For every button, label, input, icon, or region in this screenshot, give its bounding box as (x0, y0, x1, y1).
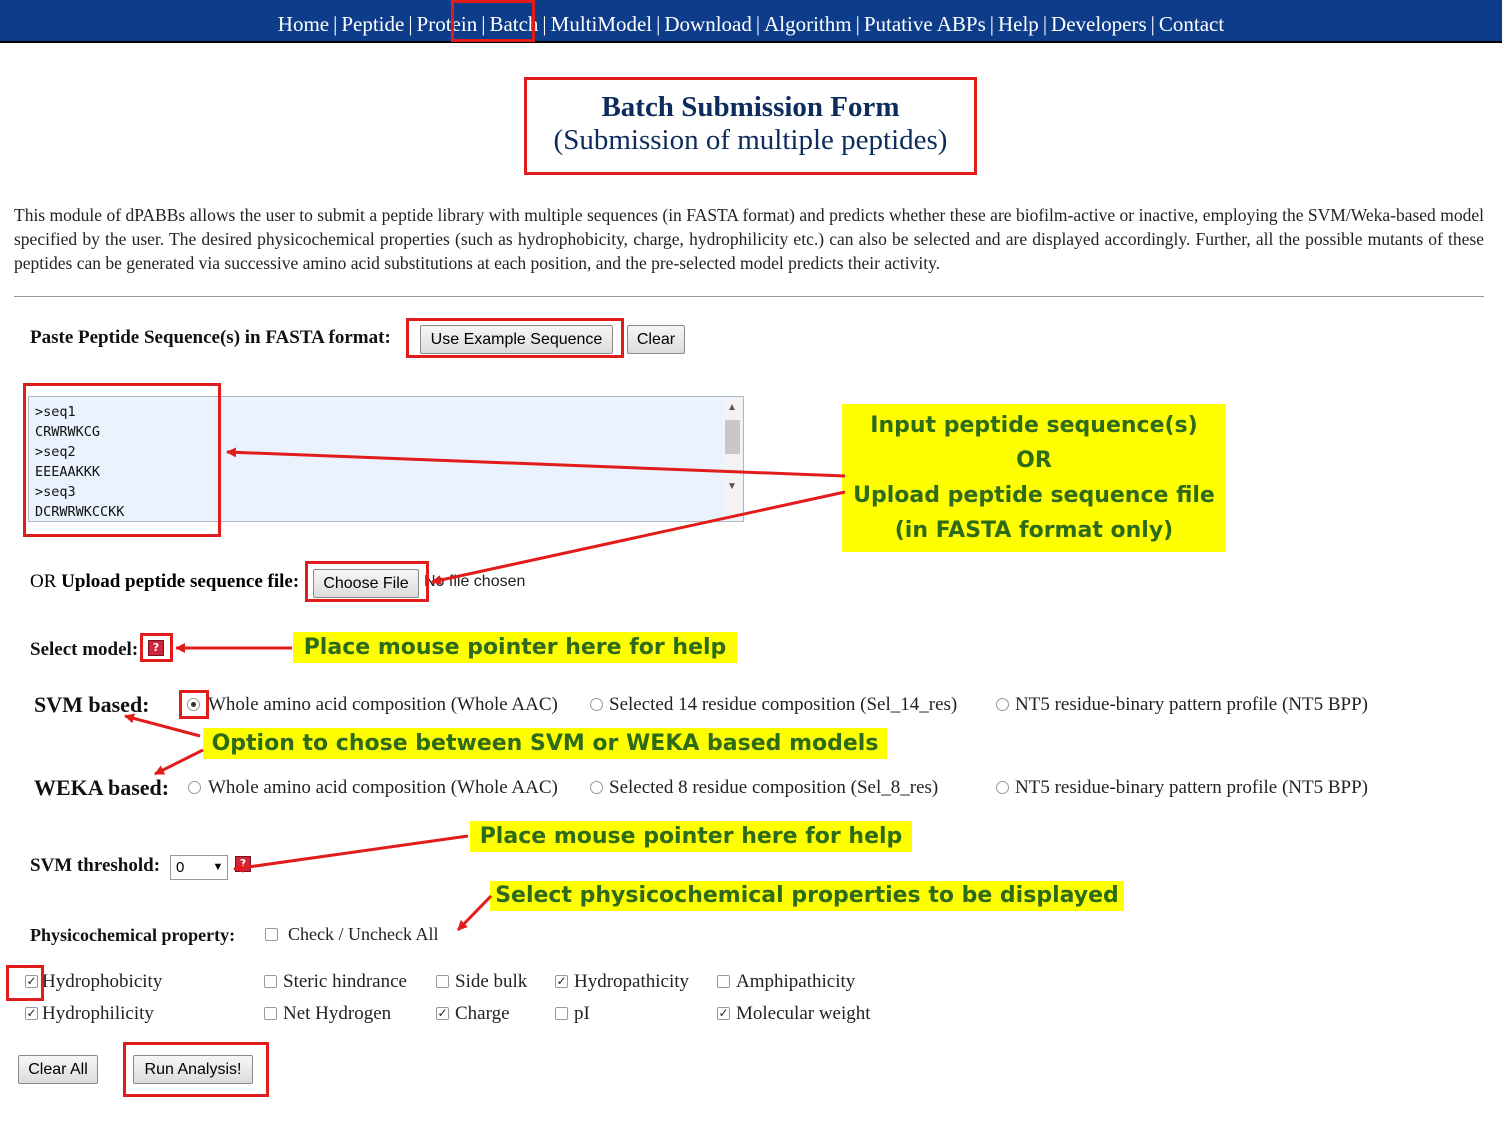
nav-developers[interactable]: Developers (1051, 12, 1147, 36)
callout-input-line1: Input peptide sequence(s) (870, 413, 1198, 438)
check-all-label: Check / Uncheck All (288, 924, 439, 944)
hydrophilicity-label: Hydrophilicity (42, 1003, 154, 1024)
textarea-scrollbar[interactable] (723, 398, 742, 520)
callout-model-help: Place mouse pointer here for help (293, 632, 737, 663)
callout-input-line3: Upload peptide sequence file (853, 483, 1215, 508)
nav-separator: | (408, 12, 413, 36)
nav-separator: | (333, 12, 338, 36)
svm-radio-nt5[interactable] (996, 698, 1009, 711)
check-all-checkbox[interactable] (265, 928, 278, 941)
scroll-up-icon[interactable]: ▲ (727, 402, 737, 413)
charge-checkbox[interactable]: ✓ (437, 1006, 448, 1020)
run-analysis-button[interactable]: Run Analysis! (133, 1055, 253, 1084)
hydrophobicity-label: Hydrophobicity (42, 971, 163, 992)
weka-based-label: WEKA based: (34, 775, 170, 800)
upload-label (30, 571, 299, 593)
svm-option-sel14: Selected 14 residue composition (Sel_14_res) (609, 694, 958, 715)
sequence-textarea[interactable]: >seq1 CRWRWKCG >seq2 EEEAAKKK >seq3 DCRWRWKCCKK (28, 396, 744, 522)
nav-putative-abps[interactable]: Putative ABPs (863, 12, 986, 36)
nav-protein[interactable]: Protein (416, 12, 478, 36)
callout-model-option: Option to chose between SVM or WEKA based models (203, 728, 887, 759)
weka-option-sel8: Selected 8 residue composition (Sel_8_res) (609, 777, 939, 798)
highlight-model-help (140, 633, 173, 662)
svm-option-whole-aac: Whole amino acid composition (Whole AAC) (208, 694, 558, 715)
physchem-label: Physicochemical property: (30, 925, 236, 945)
callout-physchem: Select physicochemical properties to be displayed (490, 881, 1124, 911)
svm-threshold-label: SVM threshold: (30, 855, 161, 876)
nav-download[interactable]: Download (664, 12, 752, 36)
scroll-down-icon[interactable]: ▼ (727, 481, 737, 492)
divider (14, 296, 1484, 297)
steric-hindrance-checkbox[interactable] (264, 975, 277, 988)
page-title: Batch Submission Form (601, 91, 900, 123)
upload-label-bold: Upload peptide sequence file: (61, 571, 300, 592)
nav-separator: | (989, 12, 994, 36)
arrow-to-svm-label (125, 716, 200, 736)
threshold-help-icon[interactable]: ? (235, 856, 251, 872)
weka-option-whole-aac: Whole amino acid composition (Whole AAC) (208, 777, 558, 798)
weka-radio-whole-aac[interactable] (188, 781, 201, 794)
highlight-hydrophobicity (6, 965, 44, 1001)
side-bulk-label: Side bulk (455, 971, 528, 992)
clear-sequence-button[interactable]: Clear (627, 325, 685, 354)
nav-algorithm[interactable]: Algorithm (764, 12, 852, 36)
hydropathicity-label: Hydropathicity (574, 971, 690, 992)
nav-home[interactable]: Home (277, 12, 330, 36)
nav-separator: | (656, 12, 661, 36)
weka-radio-sel8[interactable] (590, 781, 603, 794)
top-nav-bar (0, 0, 1502, 43)
model-help-icon[interactable]: ? (148, 640, 164, 656)
molecular-weight-checkbox[interactable]: ✓ (718, 1006, 729, 1020)
threshold-value: 0 (176, 859, 185, 876)
select-model-label: Select model: (30, 639, 139, 660)
weka-radio-nt5[interactable] (996, 781, 1009, 794)
choose-file-button[interactable]: Choose File (313, 569, 419, 598)
file-status: No file chosen (424, 573, 526, 590)
hydropathicity-checkbox[interactable]: ✓ (556, 974, 567, 988)
highlight-example-button (406, 318, 624, 358)
highlight-textarea (23, 383, 221, 537)
amphipathicity-label: Amphipathicity (736, 971, 856, 992)
upload-label-prefix: OR (30, 571, 57, 592)
callout-input-sequence (842, 404, 1226, 552)
callout-input-line2: OR (1016, 448, 1052, 473)
clear-all-button[interactable]: Clear All (18, 1055, 98, 1084)
highlight-choose-file (305, 561, 429, 602)
page-subtitle: (Submission of multiple peptides) (553, 124, 948, 156)
net-hydrogen-checkbox[interactable] (264, 1007, 277, 1020)
arrow-to-check-all (458, 896, 491, 930)
pi-label: pI (574, 1003, 590, 1024)
svm-based-label: SVM based: (34, 692, 150, 717)
nav-peptide[interactable]: Peptide (341, 12, 405, 36)
hydrophobicity-checkbox[interactable]: ✓ (26, 974, 37, 988)
nav-help[interactable]: Help (997, 12, 1039, 36)
svm-radio-sel14[interactable] (590, 698, 603, 711)
arrow-to-threshold-help (234, 836, 468, 869)
nav-multimodel[interactable]: MultiModel (550, 12, 653, 36)
steric-hindrance-label: Steric hindrance (283, 971, 407, 992)
pi-checkbox[interactable] (555, 1007, 568, 1020)
nav-links (0, 0, 1502, 41)
charge-label: Charge (455, 1003, 510, 1024)
callout-threshold-help: Place mouse pointer here for help (470, 821, 912, 852)
nav-contact[interactable]: Contact (1158, 12, 1225, 36)
nav-separator: | (755, 12, 761, 36)
amphipathicity-checkbox[interactable] (717, 975, 730, 988)
nav-batch[interactable]: Batch (489, 12, 539, 36)
nav-separator: | (1150, 12, 1155, 36)
nav-separator: | (1042, 12, 1048, 36)
net-hydrogen-label: Net Hydrogen (283, 1003, 392, 1024)
chevron-down-icon[interactable]: ▼ (212, 861, 224, 873)
hydrophilicity-checkbox[interactable]: ✓ (26, 1006, 37, 1020)
use-example-button[interactable]: Use Example Sequence (420, 325, 613, 354)
intro-paragraph: This module of dPABBs allows the user to submit a peptide library with multiple sequences (in FASTA format) and predicts whether these are biofilm-active or inactive, employing the SVM/Weka-based model specified by the user. The desired physicochemical properties (such as hydrophobicity, charge, hydrophilicity etc.) can also be selected and are displayed accordingly. Further, all the possible mutants of these peptides can be generated via successive amino acid substitutions at each position, and the pre-selected model predicts their activity. (14, 205, 1484, 273)
highlight-batch-nav (451, 0, 535, 42)
paste-sequence-label: Paste Peptide Sequence(s) in FASTA format: (30, 327, 391, 348)
highlight-svm-radio (179, 690, 209, 719)
arrow-to-weka-label (155, 750, 203, 774)
side-bulk-checkbox[interactable] (436, 975, 449, 988)
nav-separator: | (855, 12, 860, 36)
svm-option-nt5: NT5 residue-binary pattern profile (NT5 BPP) (1015, 694, 1368, 715)
highlight-run-button (123, 1042, 269, 1097)
page-title-box (524, 77, 977, 175)
molecular-weight-label: Molecular weight (736, 1003, 871, 1024)
callout-input-line4: (in FASTA format only) (894, 518, 1174, 543)
scrollbar-thumb[interactable] (725, 420, 740, 454)
nav-separator: | (542, 12, 547, 36)
nav-separator: | (481, 12, 486, 36)
weka-option-nt5: NT5 residue-binary pattern profile (NT5 BPP) (1015, 777, 1368, 798)
